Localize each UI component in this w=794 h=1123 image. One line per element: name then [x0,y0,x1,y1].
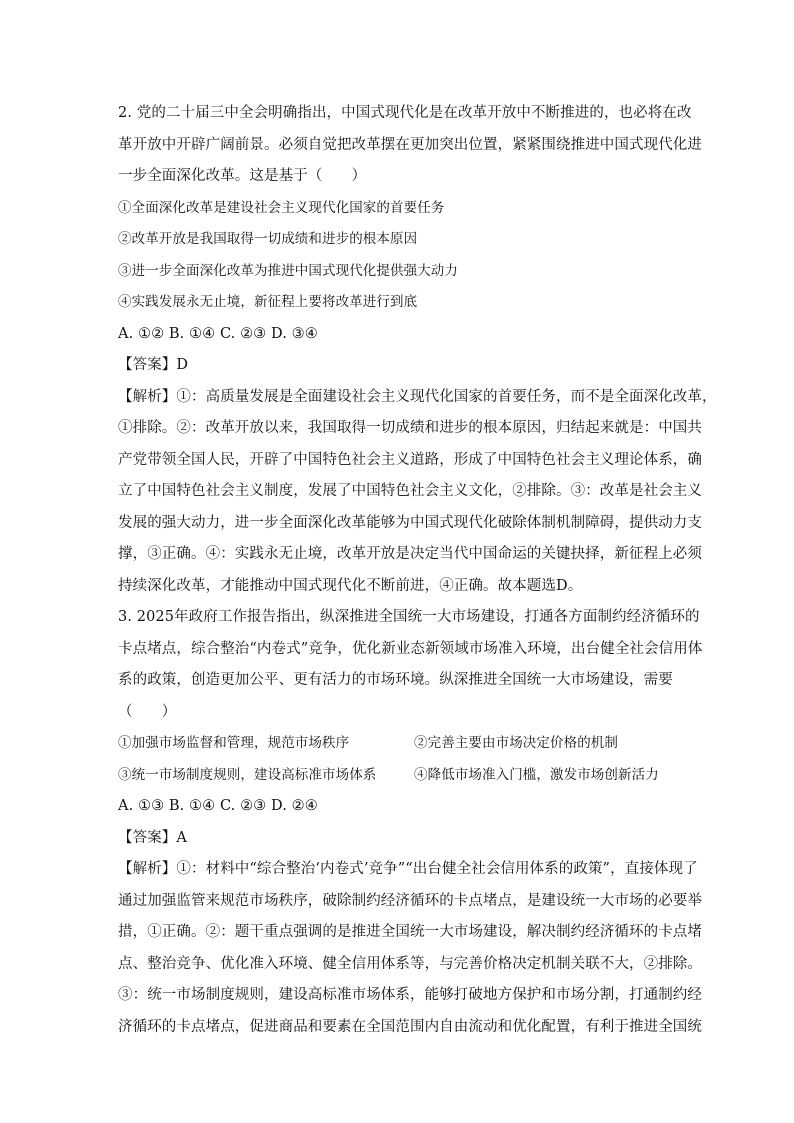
question-3-options-row [118,728,684,760]
question-3-stem-line: （ ） [118,703,177,720]
question-3-option: ③统一市场制度规则，建设高标准市场体系 [118,766,377,783]
question-2-analysis-line: 产党带领全国人民，开辟了中国特色社会主义道路，形成了中国特色社会主义理论体系，确 [118,451,702,468]
question-3-answer: 【答案】A [118,829,187,846]
question-2-answer: 【答案】D [118,357,189,373]
question-2-choices: A. ①② B. ①④ C. ②③ D. ③④ [118,325,318,342]
question-3-analysis-line: 【解析】①：材料中“综合整治‘内卷式’竞争”“出台健全社会信用体系的政策”，直接体现了 [118,861,698,877]
question-2-analysis-line: 发展的强大动力，进一步全面深化改革能够为中国式现代化破除体制机制障碍，提供动力支 [118,514,702,531]
question-3-analysis-line: 点、整治竞争、优化准入环境、健全信用体系等，与完善价格决定机制关联不大，②排除。 [118,955,702,972]
question-3-analysis-line: 济循环的卡点堵点，促进商品和要素在全国范围内自由流动和优化配置，有利于推进全国统 [118,1018,702,1035]
question-3-options-row [118,760,684,792]
question-2-stem-line: 2. 党的二十届三中全会明确指出，中国式现代化是在改革开放中不断推进的，也必将在改 [118,105,692,121]
question-3-option: ②完善主要由市场决定价格的机制 [414,735,618,751]
question-3-choices: A. ①③ B. ①④ C. ②③ D. ②④ [118,798,318,814]
question-3-stem-line: 系的政策，创造更加公平、更有活力的市场环境。纵深推进全国统一大市场建设，需要 [118,672,673,688]
question-2-analysis-line: 【解析】①：高质量发展是全面建设社会主义现代化国家的首要任务，而不是全面深化改革， [118,388,717,405]
question-2-option: ③进一步全面深化改革为推进中国式现代化提供强大动力 [118,262,458,279]
question-2-stem-line: 革开放中开辟广阔前景。必须自觉把改革摆在更加突出位置，紧紧围绕推进中国式现代化进 [118,136,702,153]
question-3 [118,602,703,1043]
question-2 [118,98,717,602]
question-2-option: ④实践发展永无止境，新征程上要将改革进行到底 [118,294,418,310]
question-2-analysis-line: 撑，③正确。④：实践永无止境，改革开放是决定当代中国命运的关键抉择，新征程上必须 [118,546,702,562]
question-2-stem-line: 一步全面深化改革。这是基于（ ） [118,168,367,184]
document-page [118,98,717,1043]
question-3-analysis-line: 措，①正确。②：题干重点强调的是推进全国统一大市场建设，解决制约经济循环的卡点堵 [118,924,702,940]
question-2-analysis-line: 立了中国特色社会主义制度，发展了中国特色社会主义文化，②排除。③：改革是社会主义 [118,483,702,499]
question-3-analysis-line: 通过加强监管来规范市场秩序，破除制约经济循环的卡点堵点，是建设统一大市场的必要举 [118,892,702,909]
question-3-option: ④降低市场准入门槛，激发市场创新活力 [414,766,659,783]
question-3-stem-line: 3. 2025年政府工作报告指出，纵深推进全国统一大市场建设，打通各方面制约经济循环的 [118,609,700,625]
question-3-option: ①加强市场监督和管理，规范市场秩序 [118,735,350,751]
question-3-analysis-line: ③：统一市场制度规则，建设高标准市场体系，能够打破地方保护和市场分割，打通制约经 [118,987,702,1003]
question-2-analysis-line: ①排除。②：改革开放以来，我国取得一切成绩和进步的根本原因，归结起来就是：中国共 [118,420,702,436]
question-2-option: ①全面深化改革是建设社会主义现代化国家的首要任务 [118,199,445,216]
question-3-stem-line: 卡点堵点，综合整治“内卷式”竞争，优化新业态新领域市场准入环境，出台健全社会信用体 [118,640,703,657]
question-2-analysis-line: 持续深化改革，才能推动中国式现代化不断前进，④正确。故本题选D。 [118,577,583,594]
question-2-option: ②改革开放是我国取得一切成绩和进步的根本原因 [118,231,418,247]
